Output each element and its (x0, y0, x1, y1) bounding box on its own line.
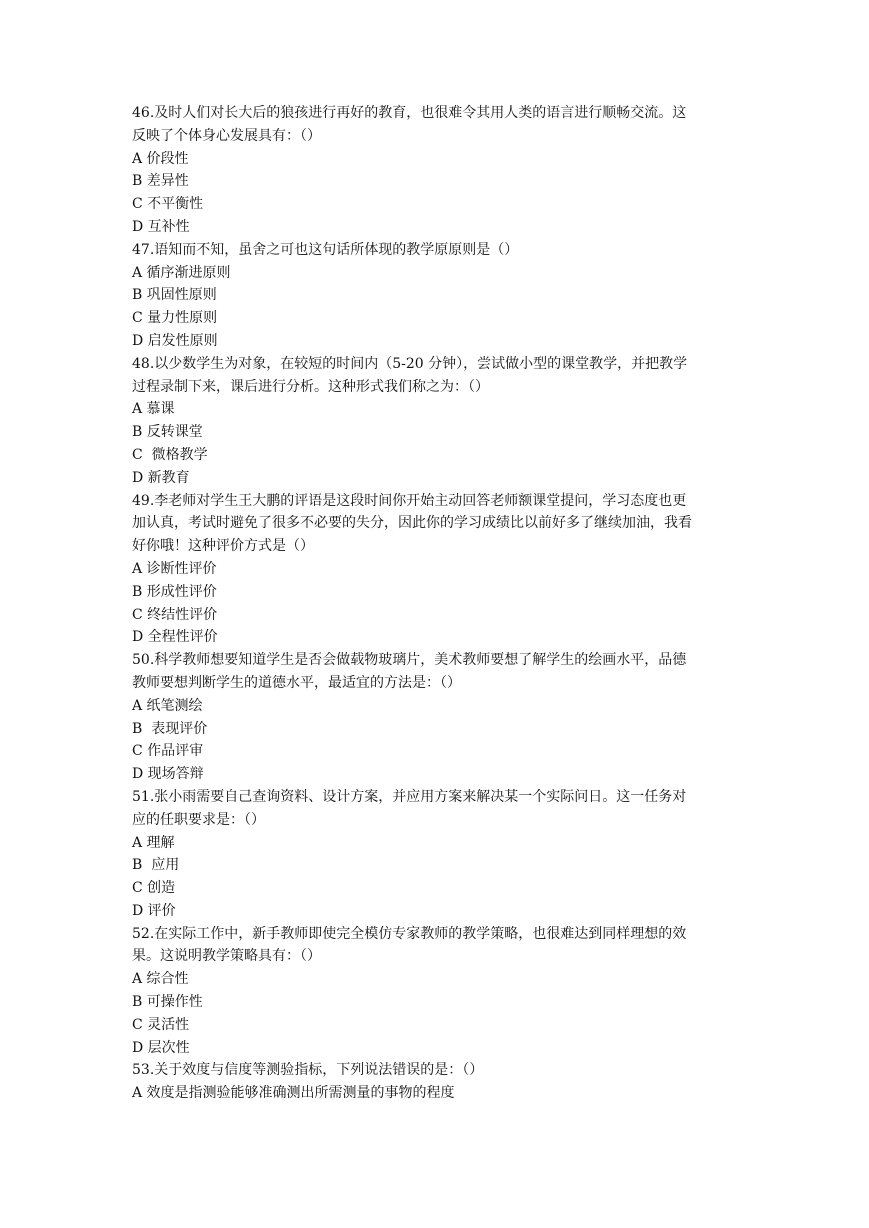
question-50 (132, 649, 742, 786)
question-stem-line: 47.语知而不知，虽舍之可也这句话所体现的教学原原则是（） (132, 241, 519, 258)
option-c: C 创造 (132, 880, 176, 897)
question-stem-line: 教师要想判断学生的道德水平，最适宜的方法是：（） (132, 674, 461, 691)
question-49 (132, 490, 742, 650)
option-a: A 慕课 (132, 401, 175, 418)
question-stem-line: 反映了个体身心发展具有：（） (132, 127, 321, 144)
question-stem-line: 49.李老师对学生王大鹏的评语是这段时间你开始主动回答老师额课堂提问，学习态度也更 (132, 492, 687, 509)
option-b: B 形成性评价 (132, 583, 217, 600)
question-stem-line: 53.关于效度与信度等测验指标，下列说法错误的是：（） (132, 1062, 484, 1079)
question-stem-line: 过程录制下来，课后进行分析。这种形式我们称之为：（） (132, 378, 489, 395)
option-d: D 现场答辩 (132, 766, 204, 783)
question-stem-line: 好你哦！这种评价方式是（） (132, 538, 314, 555)
question-stem-line: 50.科学教师想要知道学生是否会做载物玻璃片，美术教师要想了解学生的绘画水平，品德 (132, 652, 687, 669)
question-stem-line: 果。这说明教学策略具有：（） (132, 948, 321, 965)
option-c: C 作品评审 (132, 743, 204, 760)
option-c: C 微格教学 (132, 446, 208, 463)
option-a: A 诊断性评价 (132, 560, 217, 577)
question-stem-line: 46.及时人们对长大后的狼孩进行再好的教育，也很难令其用人类的语言进行顺畅交流。这 (132, 105, 687, 121)
option-b: B 巩固性原则 (132, 287, 217, 304)
option-c: C 量力性原则 (132, 310, 218, 327)
question-stem-line: 48.以少数学生为对象，在较短的时间内（5-20 分钟），尝试做小型的课堂教学，并把教学 (132, 355, 688, 372)
option-b: B 差异性 (132, 173, 189, 190)
option-c: C 灵活性 (132, 1016, 190, 1033)
option-c: C 终结性评价 (132, 606, 218, 623)
question-stem-line: 加认真，考试时避免了很多不必要的失分，因此你的学习成绩比以前好多了继续加油，我看 (132, 515, 692, 532)
option-a: A 理解 (132, 834, 175, 851)
question-stem-line: 51.张小雨需要自己查询资料、设计方案，并应用方案来解决某一个实际问日。这一任务对 (132, 788, 687, 805)
question-51 (132, 786, 742, 923)
option-d: D 互补性 (132, 218, 190, 235)
option-b: B 反转课堂 (132, 424, 203, 441)
option-a: A 循序渐进原则 (132, 264, 231, 281)
option-a: A 纸笔测绘 (132, 697, 203, 714)
option-d: D 层次性 (132, 1039, 190, 1056)
question-stem-line: 52.在实际工作中，新手教师即使完全模仿专家教师的教学策略，也很难达到同样理想的效 (132, 925, 687, 942)
option-a: A 价段性 (132, 150, 189, 167)
document-page (132, 102, 742, 1105)
question-46 (132, 102, 742, 239)
option-b: B 应用 (132, 857, 180, 874)
question-48 (132, 353, 742, 490)
option-a: A 效度是指测验能够准确测出所需测量的事物的程度 (132, 1085, 455, 1102)
option-d: D 全程性评价 (132, 629, 218, 646)
question-52 (132, 923, 742, 1060)
option-d: D 启发性原则 (132, 332, 218, 349)
question-53 (132, 1059, 742, 1105)
option-a: A 综合性 (132, 971, 189, 988)
question-47 (132, 239, 742, 353)
option-d: D 新教育 (132, 469, 190, 486)
option-b: B 表现评价 (132, 720, 208, 737)
option-b: B 可操作性 (132, 994, 203, 1011)
option-d: D 评价 (132, 902, 176, 919)
question-stem-line: 应的任职要求是：（） (132, 811, 265, 828)
option-c: C 不平衡性 (132, 196, 204, 213)
